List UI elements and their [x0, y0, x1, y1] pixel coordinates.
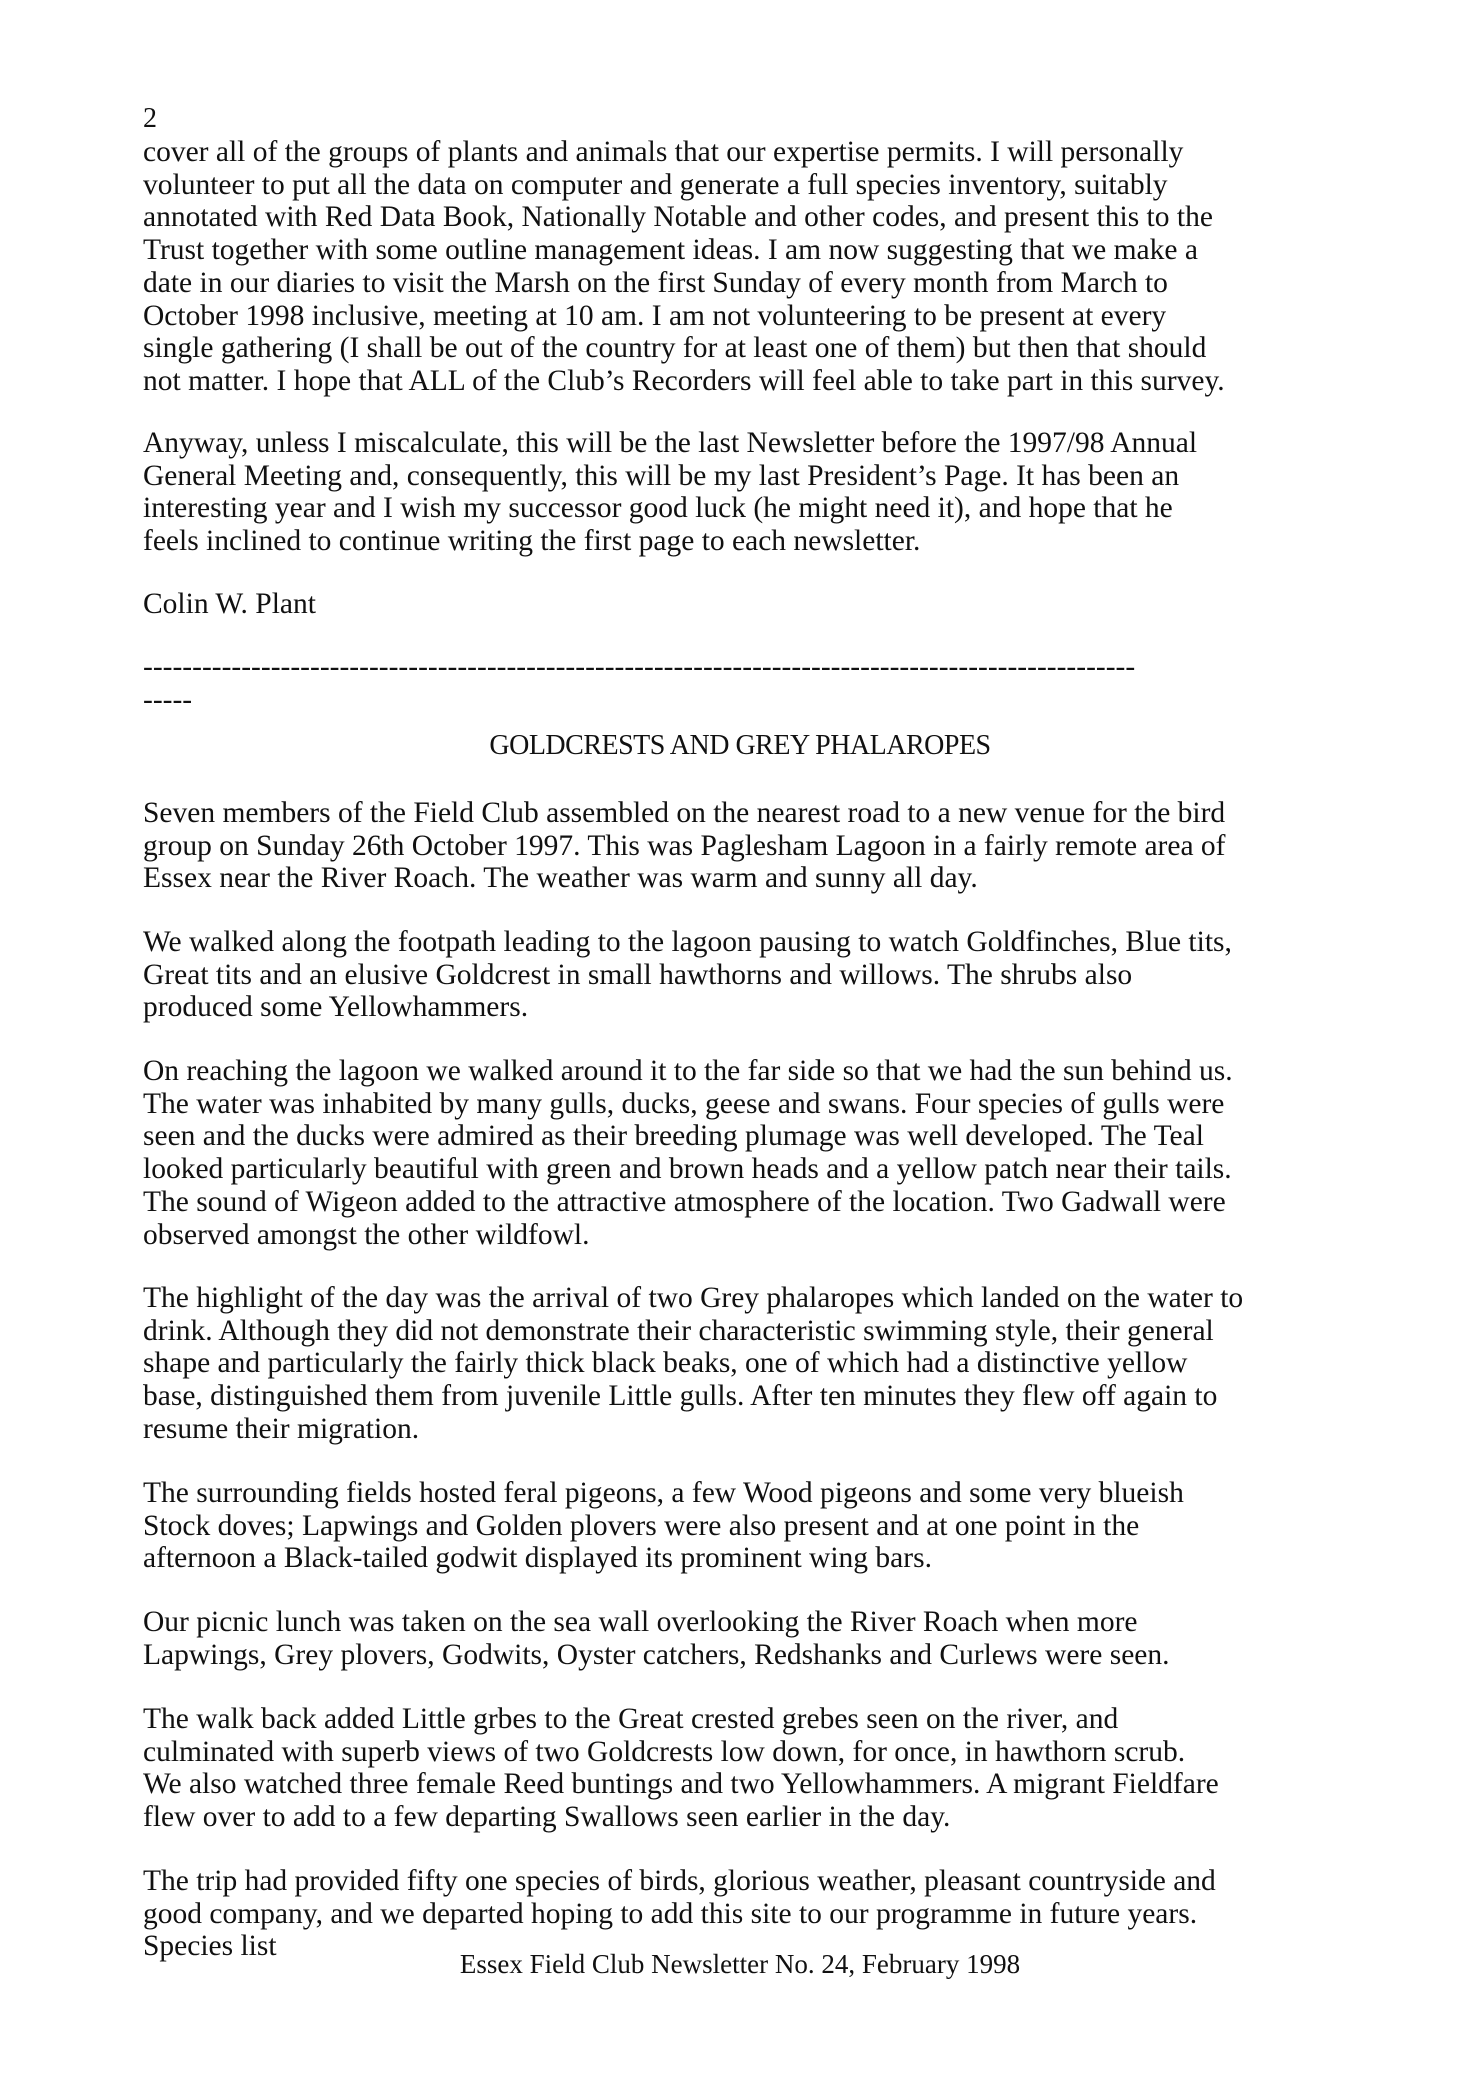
intro-paragraph-2: Anyway, unless I miscalculate, this will be the last Newsletter before the 1997/98 Annual General Meeting and, consequently, this will be my last President’s Page. It has been an interesting year and I wish my successor good luck (he might need it), and hope that he feels inclined to continue writing the first page to each newsletter. [143, 427, 1198, 558]
separator-line-continued: ----- [143, 684, 193, 716]
article-paragraph-5: The surrounding fields hosted feral pigeons, a few Wood pigeons and some very blueish Stock doves; Lapwings and Golden plovers were also present and at one point in the afternoon a Black-tailed godwit displayed its prominent wing bars. [143, 1477, 1184, 1575]
page-footer: Essex Field Club Newsletter No. 24, February 1998 [459, 1949, 1021, 1979]
species-list-heading: Species list [143, 1930, 277, 1962]
article-paragraph-4: The highlight of the day was the arrival of two Grey phalaropes which landed on the water to drink. Although they did not demonstrate their characteristic swimming style, their general shape and particularly the fairly thick black beaks, one of which had a distinctive yellow base, distinguished them from juvenile Little gulls. After ten minutes they flew off again to resume their migration. [143, 1282, 1244, 1445]
signature: Colin W. Plant [143, 588, 316, 620]
article-paragraph-3: On reaching the lagoon we walked around it to the far side so that we had the sun behind us. The water was inhabited by many gulls, ducks, geese and swans. Four species of gulls were seen and the ducks were admired as their breeding plumage was well developed. The Teal looked particularly beautiful with green and brown heads and a yellow patch near their tails. The sound of Wigeon added to the attractive atmosphere of the location. Two Gadwall were observed amongst the other wildfowl. [143, 1055, 1233, 1251]
article-paragraph-8: The trip had provided fifty one species of birds, glorious weather, pleasant countryside and good company, and we departed hoping to add this site to our programme in future years. [143, 1865, 1216, 1930]
separator-line: ----------------------------------------------------------------------------------------------------- [143, 651, 1136, 683]
page-number: 2 [143, 103, 157, 134]
article-paragraph-7: The walk back added Little grbes to the Great crested grebes seen on the river, and culminated with superb views of two Goldcrests low down, for once, in hawthorn scrub. We also watched three female Reed buntings and two Yellowhammers. A migrant Fieldfare flew over to add to a few departing Swallows seen earlier in the day. [143, 1703, 1219, 1834]
article-paragraph-6: Our picnic lunch was taken on the sea wall overlooking the River Roach when more Lapwings, Grey plovers, Godwits, Oyster catchers, Redshanks and Curlews were seen. [143, 1606, 1170, 1671]
article-paragraph-1: Seven members of the Field Club assembled on the nearest road to a new venue for the bird group on Sunday 26th October 1997. This was Paglesham Lagoon in a fairly remote area of Essex near the River Roach. The weather was warm and sunny all day. [143, 797, 1226, 895]
intro-paragraph-1: cover all of the groups of plants and animals that our expertise permits. I will personally volunteer to put all the data on computer and generate a full species inventory, suitably annotated with Red Data Book, Nationally Notable and other codes, and present this to the Trust together with some outline management ideas. I am now suggesting that we make a date in our diaries to visit the Marsh on the first Sunday of every month from March to October 1998 inclusive, meeting at 10 am. I am not volunteering to be present at every single gathering (I shall be out of the country for at least one of them) but then that should not matter. I hope that ALL of the Club’s Recorders will feel able to take part in this survey. [143, 136, 1225, 397]
article-title: GOLDCRESTS AND GREY PHALAROPES [489, 730, 991, 761]
article-paragraph-2: We walked along the footpath leading to the lagoon pausing to watch Goldfinches, Blue tits, Great tits and an elusive Goldcrest in small hawthorns and willows. The shrubs also produced some Yellowhammers. [143, 926, 1232, 1024]
